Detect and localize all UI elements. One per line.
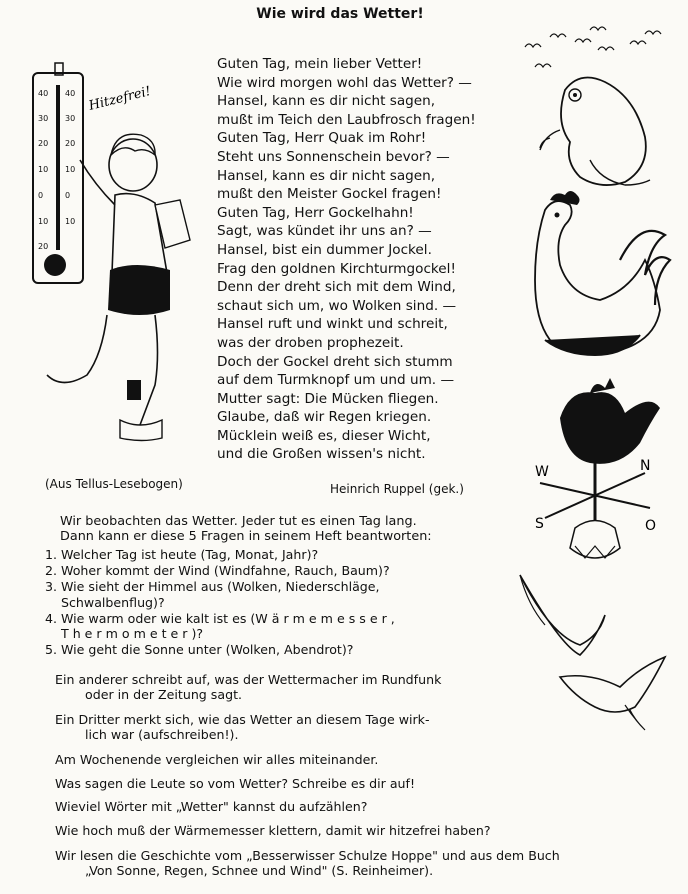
list-item: 1. Welcher Tag ist heute (Tag, Monat, Jahr)?: [45, 547, 319, 562]
svg-text:40: 40: [65, 89, 76, 98]
writer-paragraph: Ein anderer schreibt auf, was der Wettermacher im Rundfunk oder in der Zeitung sagt.: [55, 672, 442, 702]
poem-line: Guten Tag, Herr Gockelhahn!: [217, 204, 414, 221]
svg-text:20: 20: [65, 139, 76, 148]
words-paragraph: Wieviel Wörter mit „Wetter" kannst du aufzählen?: [55, 799, 368, 814]
vane-letter-north: N: [640, 458, 651, 474]
poem-line: Wie wird morgen wohl das Wetter? —: [217, 74, 472, 91]
poem-line: Sagt, was kündet ihr uns an? —: [217, 223, 432, 240]
list-item: 4. Wie warm oder wie kalt ist es (W ä r m e m e s s e r , T h e r m o m e t e r )?: [45, 610, 395, 642]
reading-paragraph: Wir lesen die Geschichte vom „Besserwisser Schulze Hoppe" und aus dem Buch „Von Sonne, Regen, Schnee und Wind" (S. Reinheimer).: [55, 848, 560, 878]
poem-line: Hansel ruft und winkt und schreit,: [217, 316, 448, 333]
scale-40-left: 40: [38, 89, 49, 98]
svg-text:30: 30: [38, 114, 49, 123]
svg-text:10: 10: [38, 165, 49, 174]
svg-text:20: 20: [38, 139, 49, 148]
question-list: [45, 547, 505, 658]
poem-line: Hansel, bist ein dummer Jockel.: [217, 241, 432, 258]
poem-line: Mutter sagt: Die Mücken fliegen.: [217, 390, 439, 407]
vane-letter-south: S: [535, 516, 544, 532]
poem-line: Hansel, kann es dir nicht sagen,: [217, 167, 436, 184]
poem-line: mußt im Teich den Laubfrosch fragen!: [217, 111, 476, 128]
poem-line: Guten Tag, Herr Quak im Rohr!: [217, 130, 427, 147]
poem-line: Frag den goldnen Kirchturmgockel!: [217, 260, 456, 277]
page-title: Wie wird das Wetter!: [256, 6, 424, 22]
poem: [217, 55, 517, 464]
poem-line: schaut sich um, wo Wolken sind. —: [217, 297, 457, 314]
svg-text:30: 30: [65, 114, 76, 123]
source-citation: (Aus Tellus-Lesebogen): [45, 477, 183, 491]
list-item: 5. Wie geht die Sonne unter (Wolken, Abendrot)?: [45, 642, 354, 658]
author-credit: Heinrich Ruppel (gek.): [330, 482, 464, 496]
frog-illustration: [530, 65, 660, 195]
svg-text:20: 20: [38, 242, 49, 251]
poem-line: Guten Tag, mein lieber Vetter!: [217, 56, 423, 72]
swallows-illustration: [505, 565, 680, 735]
people-paragraph: Was sagen die Leute so vom Wetter? Schreibe es dir auf!: [55, 776, 416, 791]
climb-paragraph: Wie hoch muß der Wärmemesser klettern, damit wir hitzefrei haben?: [55, 823, 491, 838]
vane-letter-east: O: [645, 518, 657, 534]
svg-text:0: 0: [65, 191, 71, 200]
weekend-paragraph: Am Wochenende vergleichen wir alles miteinander.: [55, 752, 379, 767]
third-paragraph: Ein Dritter merkt sich, wie das Wetter an diesem Tage wirk- lich war (aufschreiben!).: [55, 712, 430, 742]
vane-letter-west: W: [535, 464, 549, 480]
rooster-illustration: [515, 190, 675, 365]
poem-line: und die Großen wissen's nicht.: [217, 446, 426, 463]
svg-text:10: 10: [38, 217, 49, 226]
poem-line: Steht uns Sonnenschein bevor? —: [217, 148, 450, 165]
poem-line: Denn der dreht sich mit dem Wind,: [217, 279, 456, 296]
poem-line: Doch der Gockel dreht sich stumm: [217, 353, 453, 370]
weathervane-illustration: [520, 378, 670, 583]
list-item: 3. Wie sieht der Himmel aus (Wolken, Niederschläge, Schwalbenflug)?: [45, 579, 380, 610]
svg-text:0: 0: [38, 191, 44, 200]
poem-line: Mücklein weiß es, dieser Wicht,: [217, 427, 431, 444]
poem-line: auf dem Turmknopf um und um. —: [217, 372, 455, 389]
poem-line: Glaube, daß wir Regen kriegen.: [217, 409, 432, 426]
hitzefrei-label: Hitzefrei!: [87, 83, 153, 114]
poem-line: Hansel, kann es dir nicht sagen,: [217, 93, 436, 110]
svg-text:10: 10: [65, 165, 76, 174]
list-item: 2. Woher kommt der Wind (Windfahne, Rauch, Baum)?: [45, 563, 390, 579]
poem-line: mußt den Meister Gockel fragen!: [217, 186, 442, 203]
intro-paragraph: Wir beobachten das Wetter. Jeder tut es einen Tag lang. Dann kann er diese 5 Fragen in seinem Heft beantworten:: [60, 514, 432, 544]
svg-text:10: 10: [65, 217, 76, 226]
boy-thermometer-illustration: [15, 55, 215, 455]
poem-line: was der droben prophezeit.: [217, 334, 404, 351]
